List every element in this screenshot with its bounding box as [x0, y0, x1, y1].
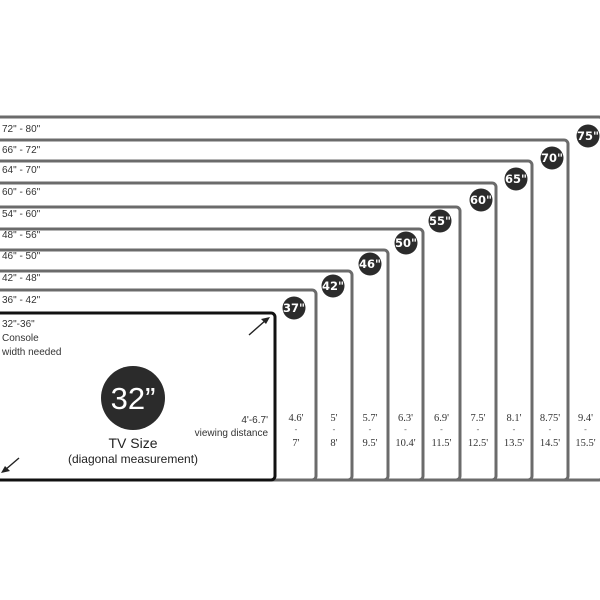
distance-max-37: 7': [292, 438, 300, 449]
size-label-50: 50": [395, 236, 417, 250]
distance-separator-65: -: [512, 425, 516, 434]
tv-frame-55: [0, 207, 460, 480]
distance-separator-50: -: [404, 425, 407, 434]
distance-min-55: 6.9': [433, 413, 450, 424]
console-width-37: 36" - 42": [2, 295, 41, 306]
size-label-60: 60": [470, 193, 492, 207]
distance-max-75: 15.5': [575, 438, 596, 449]
size-label-46: 46": [359, 257, 381, 271]
distance-separator-75: -: [584, 425, 587, 434]
distance-min-60: 7.5': [470, 413, 486, 424]
console-label-line2: width needed: [2, 347, 62, 358]
distance-max-46: 9.5': [362, 438, 378, 449]
viewing-distance-label: viewing distance: [194, 428, 268, 439]
distance-separator-70: -: [548, 425, 552, 434]
distance-min-42: 5': [330, 413, 338, 424]
main-console-width: 32"-36": [2, 319, 35, 330]
distance-min-75: 9.4': [577, 413, 594, 424]
distance-max-65: 13.5': [503, 438, 525, 449]
size-label-70: 70": [541, 151, 563, 165]
console-width-46: 46" - 50": [2, 251, 41, 262]
diagonal-arrow-bottom-icon: [1, 458, 19, 473]
console-width-50: 48" - 56": [2, 230, 41, 241]
tv-size-caption: TV Size: [108, 435, 158, 451]
viewing-distances: [288, 413, 595, 449]
distance-min-37: 4.6': [288, 413, 304, 424]
distance-separator-55: -: [440, 425, 443, 434]
tv-size-badges: [283, 125, 600, 320]
distance-min-65: 8.1': [506, 413, 522, 424]
distance-max-55: 11.5': [431, 438, 452, 449]
main-viewing-distance: 4'-6.7': [241, 415, 268, 426]
console-width-75: 72" - 80": [2, 124, 41, 135]
distance-min-46: 5.7': [362, 413, 378, 424]
console-width-labels: [2, 124, 41, 306]
tv-size-subcaption: (diagonal measurement): [67, 452, 199, 466]
console-width-42: 42" - 48": [2, 273, 41, 284]
size-label-75: 75": [577, 129, 599, 143]
size-label-37: 37": [283, 301, 305, 315]
console-width-55: 54" - 60": [2, 209, 41, 220]
diagonal-arrow-top-icon: [249, 317, 270, 335]
distance-separator-42: -: [332, 425, 336, 434]
distance-max-70: 14.5': [539, 438, 561, 449]
console-width-70: 66" - 72": [2, 145, 41, 156]
distance-separator-46: -: [368, 425, 372, 434]
console-width-65: 64" - 70": [2, 165, 41, 176]
distance-min-70: 8.75': [539, 413, 561, 424]
distance-min-50: 6.3': [397, 413, 414, 424]
size-label-65: 65": [505, 172, 527, 186]
console-width-60: 60" - 66": [2, 187, 41, 198]
distance-separator-60: -: [476, 425, 480, 434]
distance-separator-37: -: [294, 425, 298, 434]
distance-max-42: 8': [330, 438, 338, 449]
size-label-55: 55": [429, 214, 451, 228]
main-size-label: 32”: [110, 381, 156, 416]
distance-max-60: 12.5': [467, 438, 489, 449]
distance-max-50: 10.4': [395, 438, 416, 449]
console-label-line1: Console: [2, 333, 39, 344]
size-label-42: 42": [322, 279, 344, 293]
